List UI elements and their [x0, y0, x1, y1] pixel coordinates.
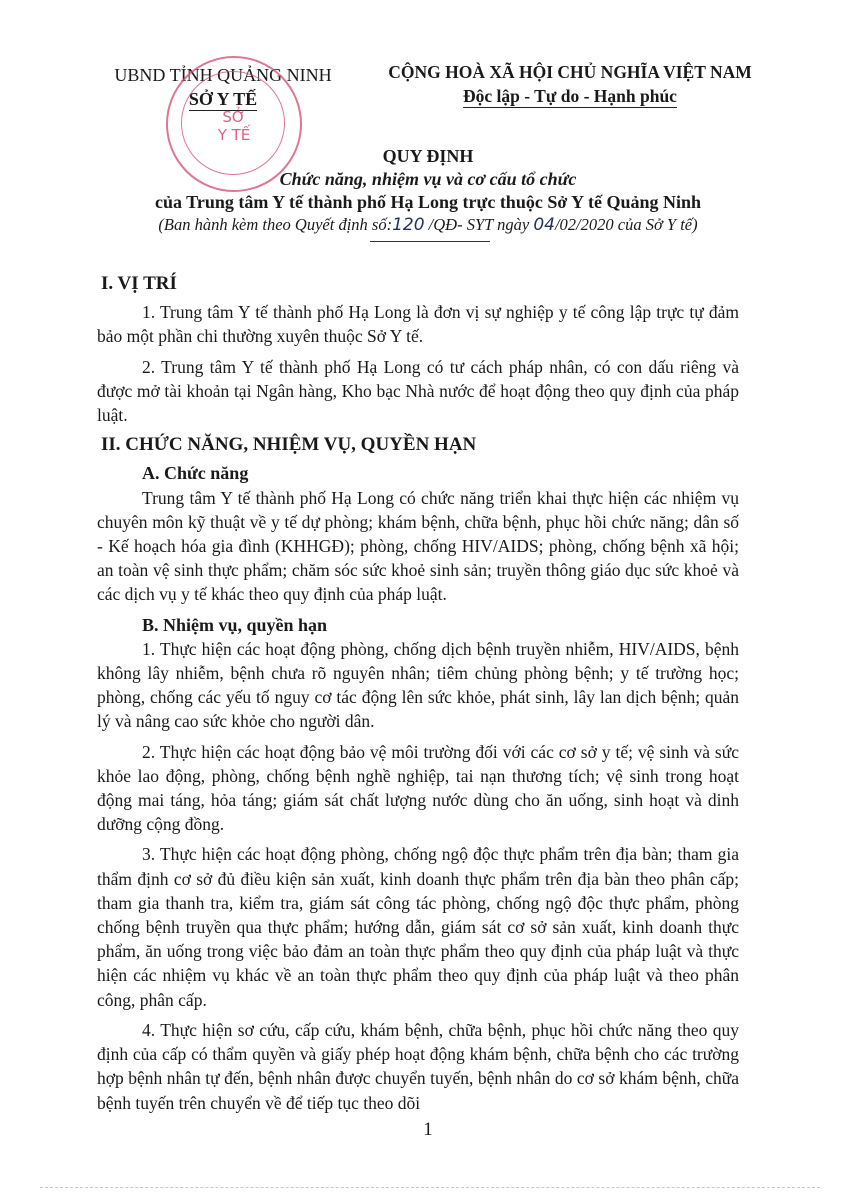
section-heading-position: I. VỊ TRÍ [101, 273, 177, 294]
handwritten-decision-day: 04 [533, 215, 555, 235]
national-motto: Độc lập - Tự do - Hạnh phúc [463, 86, 677, 106]
document-title: QUY ĐỊNH [382, 146, 474, 166]
document-subtitle-2: của Trung tâm Y tế thành phố Hạ Long trực thuộc Sở Y tế Quảng Ninh [154, 192, 701, 212]
issuance-note-middle: /QĐ- SYT ngày [424, 215, 534, 234]
page-number: 1 [423, 1119, 433, 1140]
subsection-heading-duties: B. Nhiệm vụ, quyền hạn [142, 614, 328, 635]
scan-edge-line [40, 1187, 820, 1188]
paragraph: 1. Trung tâm Y tế thành phố Hạ Long là đơn vị sự nghiệp y tế công lập trực tự đảm bảo một phần chi thường xuyên thuộc Sở Y tế. [97, 302, 739, 347]
paragraph: 3. Thực hiện các hoạt động phòng, chống ngộ độc thực phẩm trên địa bàn; tham gia thẩm định cơ sở đủ điều kiện sản xuất, kinh doanh thực phẩm trên địa bàn theo phân cấp; tham gia thanh tra, kiểm tra, giám sát công tác phòng, chống ngộ độc thực phẩm, phòng chống bệnh truyền qua thực phẩm; hướng dẫn, giám sát cơ sở sản xuất, kinh doanh thực phẩm, ăn uống trong việc bảo đảm an toàn thực phẩm theo quy định của pháp luật và thực hiện các nhiệm vụ khác về an toàn thực phẩm theo quy định của pháp luật và theo phân công, phân cấp. [97, 844, 739, 1010]
issuance-note-prefix: (Ban hành kèm theo Quyết định số: [158, 215, 393, 234]
section-heading-functions: II. CHỨC NĂNG, NHIỆM VỤ, QUYỀN HẠN [101, 434, 477, 456]
title-divider [370, 241, 490, 242]
agency-name: UBND TỈNH QUẢNG NINH [114, 65, 332, 85]
national-heading [370, 60, 770, 108]
paragraph: 2. Trung tâm Y tế thành phố Hạ Long có tư cách pháp nhân, có con dấu riêng và được mở tài khoản tại Ngân hàng, Kho bạc Nhà nước để hoạt động theo quy định của pháp luật. [97, 356, 739, 426]
document-body [97, 272, 739, 1121]
paragraph: 1. Thực hiện các hoạt động phòng, chống dịch bệnh truyền nhiễm, HIV/AIDS, bệnh không lây nhiễm, bệnh chưa rõ nguyên nhân; tiêm chủng phòng bệnh; y tế trường học; phòng, chống các yếu tố nguy cơ tác động lên sức khỏe, phát sinh, lây lan dịch bệnh; quản lý và nâng cao sức khỏe cho người dân. [97, 638, 739, 732]
department-name: SỞ Y TẾ [188, 89, 258, 109]
country-name: CỘNG HOÀ XÃ HỘI CHỦ NGHĨA VIỆT NAM [388, 62, 752, 82]
paragraph: 2. Thực hiện các hoạt động bảo vệ môi trường đối với các cơ sở y tế; vệ sinh và sức khỏe lao động, phòng, chống bệnh nghề nghiệp, tai nạn thương tích; vệ sinh trong hoạt động mai táng, hỏa táng; giám sát chất lượng nước dùng cho ăn uống, sinh hoạt và dinh dưỡng cộng đồng. [97, 741, 739, 835]
issuance-note-suffix: /02/2020 của Sở Y tế) [554, 215, 698, 234]
document-subtitle: Chức năng, nhiệm vụ và cơ cấu tổ chức [279, 169, 577, 189]
subsection-heading-functions: A. Chức năng [142, 463, 249, 484]
paragraph: Trung tâm Y tế thành phố Hạ Long có chức năng triển khai thực hiện các nhiệm vụ chuyên môn kỹ thuật về y tế dự phòng; khám bệnh, chữa bệnh, phục hồi chức năng; dân số - Kế hoạch hóa gia đình (KHHGĐ); phòng, chống HIV/AIDS; phòng, chống bệnh xã hội; an toàn vệ sinh thực phẩm; chăm sóc sức khoẻ sinh sản; truyền thông giáo dục sức khoẻ và các dịch vụ y tế khác theo quy định của pháp luật. [97, 487, 739, 605]
paragraph: 4. Thực hiện sơ cứu, cấp cứu, khám bệnh, chữa bệnh, phục hồi chức năng theo quy định của cấp có thẩm quyền và giấy phép hoạt động khám bệnh, chữa bệnh cho các trường hợp bệnh nhân tự đến, bệnh nhân được chuyển tuyến, bệnh nhân do cơ sở khám bệnh, chữa bệnh tuyến trên chuyển về để tiếp tục theo dõi [97, 1019, 739, 1113]
handwritten-decision-number: 120 [392, 215, 425, 235]
issuance-note [60, 213, 796, 237]
seal-text: SỞ Y TẾ [217, 108, 251, 144]
